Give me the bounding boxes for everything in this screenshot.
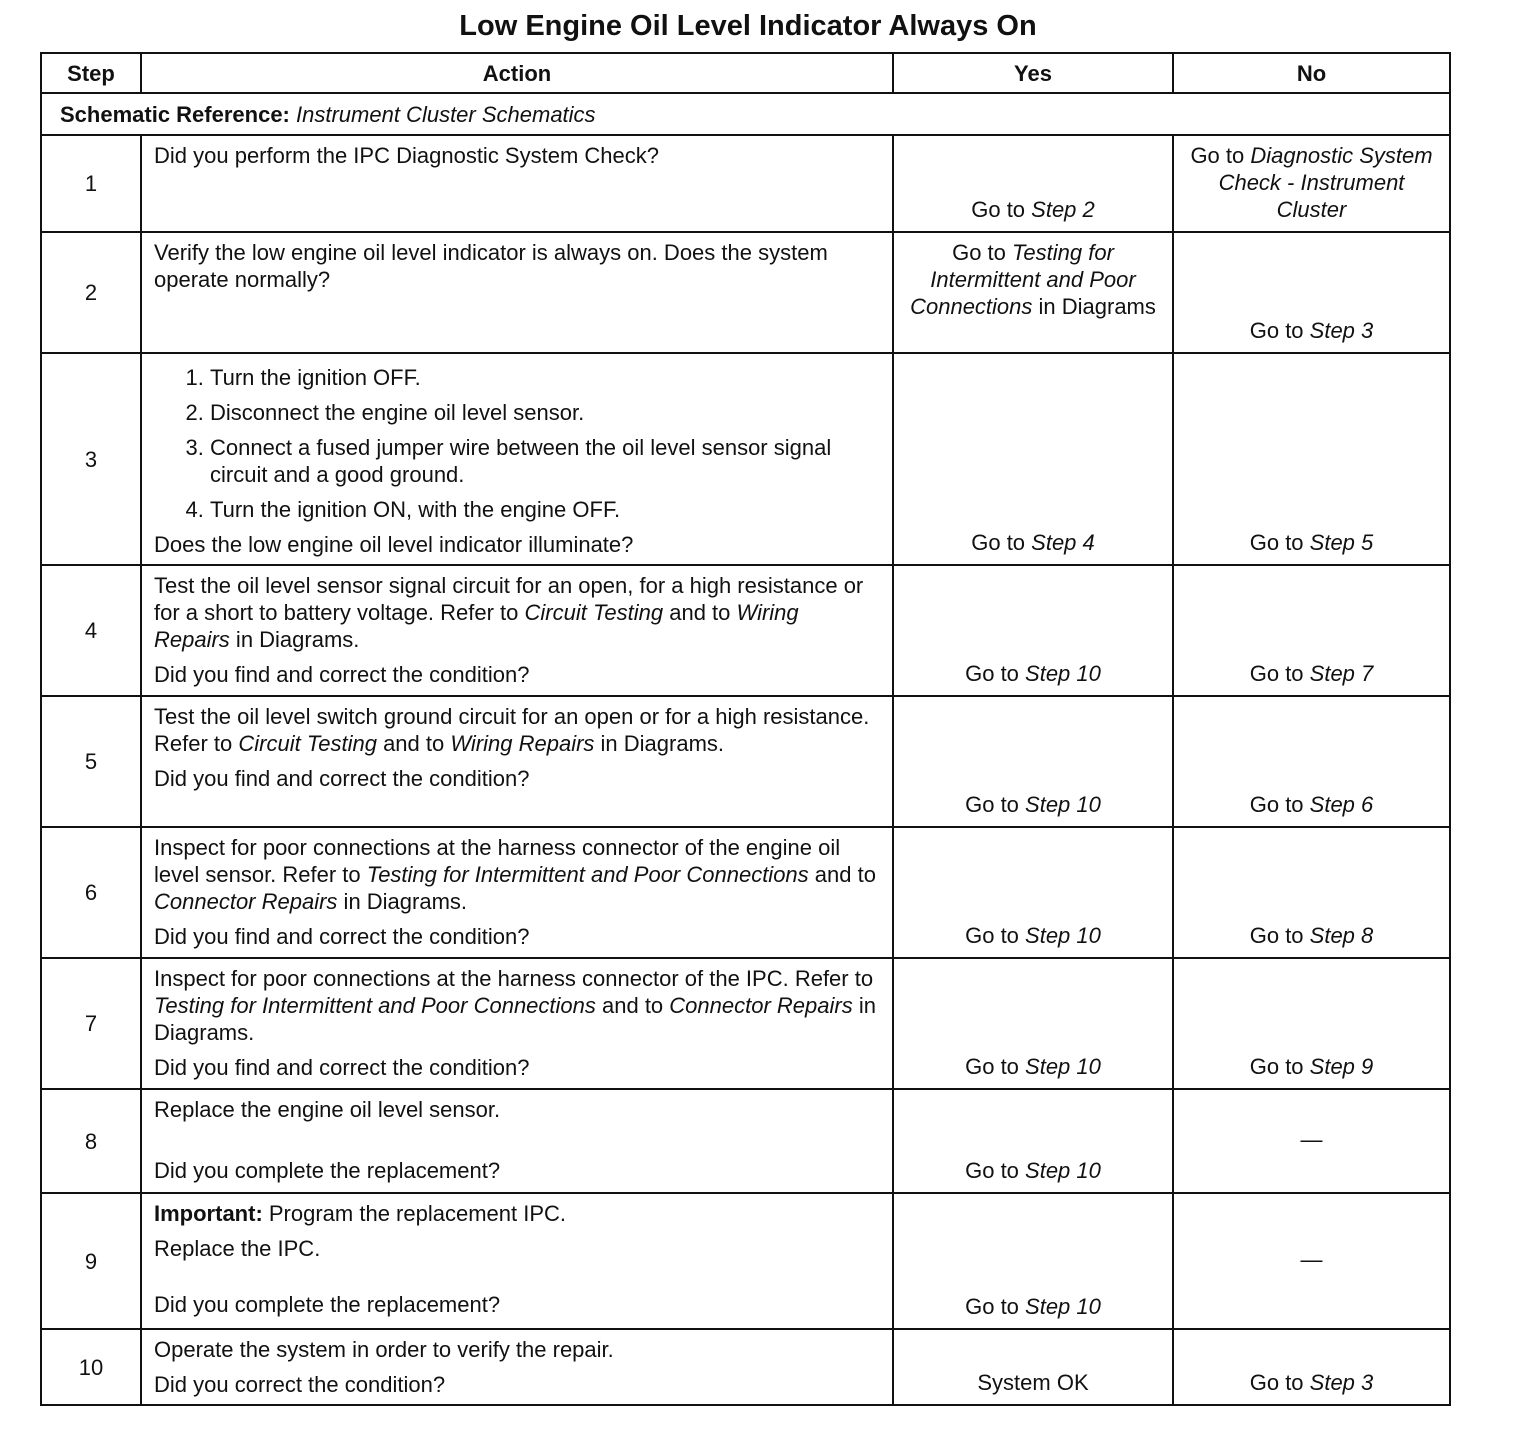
no-prefix: Go to	[1249, 318, 1310, 343]
header-no: No	[1173, 53, 1450, 93]
no-prefix: Go to	[1249, 530, 1310, 555]
yes-cell	[893, 135, 1173, 232]
action-cell	[141, 958, 893, 1089]
no-prefix: Go to	[1249, 661, 1310, 686]
step-number: 1	[41, 135, 141, 232]
ref-link[interactable]: Connector Repairs	[669, 993, 853, 1018]
step-number: 6	[41, 827, 141, 958]
no-cell	[1173, 565, 1450, 696]
no-step-link[interactable]: Step 6	[1309, 792, 1374, 817]
yes-step-link[interactable]: Step 4	[1031, 530, 1095, 555]
step-number: 10	[41, 1329, 141, 1405]
no-step-link[interactable]: Step 5	[1309, 530, 1374, 555]
schematic-reference-row	[41, 93, 1450, 135]
no-prefix: Go to	[1249, 923, 1310, 948]
yes-step-link[interactable]: Step 10	[1025, 661, 1101, 686]
no-step-link[interactable]: Step 3	[1309, 1370, 1374, 1395]
no-cell	[1173, 1193, 1450, 1329]
ref-link[interactable]: Testing for Intermittent and Poor Connections	[154, 993, 596, 1018]
schematic-reference	[41, 93, 1450, 135]
question-text: Did you find and correct the condition?	[154, 662, 530, 687]
question-text: Did you find and correct the condition?	[154, 766, 530, 791]
important-text: Program the replacement IPC.	[262, 1201, 567, 1226]
ref-link[interactable]: Wiring Repairs	[154, 600, 799, 652]
yes-step-link[interactable]: Step 10	[1025, 1294, 1101, 1319]
action-part: in Diagrams.	[337, 889, 468, 914]
yes-prefix: Go to	[971, 197, 1032, 222]
header-row	[41, 53, 1450, 93]
no-prefix: Go to	[1249, 1370, 1310, 1395]
action-cell	[141, 135, 893, 232]
yes-cell	[893, 958, 1173, 1089]
yes-prefix: Go to	[965, 792, 1026, 817]
action-cell	[141, 1193, 893, 1329]
no-step-link[interactable]: Step 3	[1309, 318, 1374, 343]
no-cell	[1173, 827, 1450, 958]
header-step: Step	[41, 53, 141, 93]
action-text: Operate the system in order to verify the repair.	[154, 1337, 614, 1362]
ref-link[interactable]: Circuit Testing	[524, 600, 664, 625]
step-number: 8	[41, 1089, 141, 1193]
yes-suffix: in Diagrams	[1032, 294, 1156, 319]
table-row	[41, 565, 1450, 696]
no-cell	[1173, 135, 1450, 232]
table-row	[41, 827, 1450, 958]
no-cell	[1173, 232, 1450, 353]
ref-link[interactable]: Connector Repairs	[154, 889, 338, 914]
action-text: Verify the low engine oil level indicator is always on. Does the system operate normally?	[154, 240, 828, 292]
action-part: in Diagrams.	[229, 627, 360, 652]
yes-step-link[interactable]: Step 10	[1025, 1054, 1101, 1079]
action-part: and to	[808, 862, 876, 887]
ref-link[interactable]: Wiring Repairs	[450, 731, 595, 756]
step-number: 2	[41, 232, 141, 353]
no-prefix: Go to	[1190, 143, 1251, 168]
list-item: 1. Turn the ignition OFF.	[210, 364, 880, 391]
step-number: 3	[41, 353, 141, 565]
yes-link[interactable]: Testing for Intermittent and Poor Connections	[910, 240, 1136, 319]
question-text: Does the low engine oil level indicator illuminate?	[154, 532, 634, 557]
action-cell	[141, 1329, 893, 1405]
yes-step-link[interactable]: Step 10	[1025, 923, 1101, 948]
action-part: in Diagrams.	[154, 993, 876, 1045]
no-step-link[interactable]: Step 7	[1309, 661, 1374, 686]
table-row	[41, 135, 1450, 232]
action-cell	[141, 827, 893, 958]
yes-cell	[893, 1193, 1173, 1329]
action-text	[154, 834, 880, 915]
no-cell	[1173, 1089, 1450, 1193]
yes-prefix: Go to	[965, 1158, 1026, 1183]
no-cell	[1173, 696, 1450, 827]
no-cell	[1173, 1329, 1450, 1405]
action-text	[154, 965, 880, 1046]
action-part: and to	[376, 731, 451, 756]
action-cell	[141, 232, 893, 353]
action-cell	[141, 696, 893, 827]
ref-link[interactable]: Circuit Testing	[238, 731, 377, 756]
table-row	[41, 1193, 1450, 1329]
yes-cell	[893, 1089, 1173, 1193]
yes-cell	[893, 696, 1173, 827]
no-link[interactable]: Diagnostic System Check - Instrument Cluster	[1218, 143, 1433, 222]
action-text: Replace the engine oil level sensor.	[154, 1097, 501, 1122]
yes-prefix: Go to	[971, 530, 1032, 555]
action-part: Inspect for poor connections at the harness connector of the engine oil level sensor. Refer to	[154, 835, 841, 887]
yes-prefix: Go to	[965, 923, 1026, 948]
table-row	[41, 232, 1450, 353]
important-note	[154, 1200, 880, 1227]
list-item: 4. Turn the ignition ON, with the engine OFF.	[210, 496, 880, 523]
action-part: and to	[595, 993, 670, 1018]
action-cell	[141, 353, 893, 565]
action-part: and to	[663, 600, 737, 625]
action-part: Inspect for poor connections at the harness connector of the IPC. Refer to	[154, 966, 874, 991]
question-text: Did you complete the replacement?	[154, 1292, 501, 1317]
step-number: 9	[41, 1193, 141, 1329]
question-text: Did you find and correct the condition?	[154, 1055, 530, 1080]
yes-cell	[893, 1329, 1173, 1405]
action-text: Did you perform the IPC Diagnostic System Check?	[154, 143, 659, 168]
yes-step-link[interactable]: Step 10	[1025, 792, 1101, 817]
yes-step-link[interactable]: Step 2	[1031, 197, 1095, 222]
table-row	[41, 958, 1450, 1089]
no-prefix: Go to	[1249, 792, 1310, 817]
diagnostic-table	[40, 52, 1451, 1406]
yes-cell	[893, 827, 1173, 958]
table-row	[41, 696, 1450, 827]
action-part: in Diagrams.	[594, 731, 725, 756]
yes-cell	[893, 232, 1173, 353]
yes-prefix: Go to	[965, 1294, 1026, 1319]
action-text	[154, 572, 880, 653]
yes-prefix: Go to	[965, 1054, 1026, 1079]
no-cell	[1173, 958, 1450, 1089]
no-cell	[1173, 353, 1450, 565]
page-title: Low Engine Oil Level Indicator Always On	[459, 10, 1037, 42]
no-step-link[interactable]: Step 8	[1309, 923, 1374, 948]
schematic-label: Schematic Reference:	[60, 101, 290, 127]
procedure-list	[154, 364, 880, 523]
action-text: Replace the IPC.	[154, 1236, 321, 1261]
no-prefix: Go to	[1249, 1054, 1310, 1079]
header-yes: Yes	[893, 53, 1173, 93]
yes-result: System OK	[977, 1370, 1089, 1395]
no-step-link[interactable]: Step 9	[1309, 1054, 1374, 1079]
list-item: 2. Disconnect the engine oil level sensor.	[210, 399, 880, 426]
step-number: 5	[41, 696, 141, 827]
action-part: Test the oil level sensor signal circuit for an open, for a high resistance or for a short to battery voltage. Refer to	[154, 573, 864, 625]
action-cell	[141, 1089, 893, 1193]
yes-step-link[interactable]: Step 10	[1025, 1158, 1101, 1183]
action-cell	[141, 565, 893, 696]
header-action: Action	[141, 53, 893, 93]
yes-prefix: Go to	[952, 240, 1012, 265]
important-label: Important:	[154, 1201, 263, 1226]
ref-link[interactable]: Testing for Intermittent and Poor Connections	[366, 862, 809, 887]
action-part: Test the oil level switch ground circuit for an open or for a high resistance. Refer to	[154, 704, 870, 756]
question-text: Did you complete the replacement?	[154, 1158, 501, 1183]
schematic-link[interactable]: Instrument Cluster Schematics	[296, 101, 596, 127]
question-text: Did you find and correct the condition?	[154, 924, 530, 949]
action-text	[154, 703, 880, 757]
step-number: 7	[41, 958, 141, 1089]
step-number: 4	[41, 565, 141, 696]
table-row	[41, 1329, 1450, 1405]
question-text: Did you correct the condition?	[154, 1372, 446, 1397]
table-row	[41, 353, 1450, 565]
yes-prefix: Go to	[965, 661, 1026, 686]
table-row	[41, 1089, 1450, 1193]
no-dash: —	[1300, 1126, 1323, 1152]
yes-cell	[893, 565, 1173, 696]
no-dash: —	[1300, 1246, 1323, 1272]
list-item: 3. Connect a fused jumper wire between the oil level sensor signal circuit and a good ground.	[210, 434, 880, 488]
yes-cell	[893, 353, 1173, 565]
